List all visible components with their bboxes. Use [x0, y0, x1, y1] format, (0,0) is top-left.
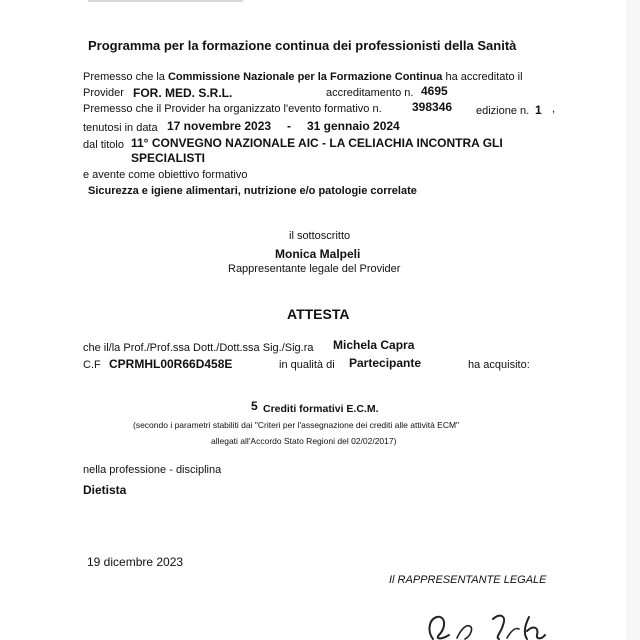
issue-date: 19 dicembre 2023 [87, 555, 184, 569]
edition-label: edizione n. [476, 105, 530, 117]
dates-label: tenutosi in data [83, 122, 158, 134]
acquired-label: ha acquisito: [468, 359, 530, 371]
edition-number: 1 [535, 103, 542, 117]
premise-text-a: Premesso che la [83, 71, 168, 83]
legal-representative-label: Il RAPPRESENTANTE LEGALE [389, 574, 547, 586]
signer-name: Monica Malpeli [275, 247, 361, 261]
cf-label: C.F [83, 359, 101, 371]
top-rule [88, 0, 243, 2]
accreditation-number: 4695 [421, 84, 448, 98]
role-value: Partecipante [349, 356, 422, 370]
date-separator: - [287, 119, 291, 133]
credits-label: Crediti formativi E.C.M. [263, 403, 379, 415]
event-title-line-1: 11° CONVEGNO NAZIONALE AIC - LA CELIACHIA INCONTRA GLI [131, 136, 503, 150]
accreditation-label: accreditamento n. [326, 87, 414, 99]
recipient-label: che il/la Prof./Prof.ssa Dott./Dott.ssa Sig./Sig.ra [83, 342, 314, 354]
credits-note-line-2: allegati all'Accordo Stato Regioni del 02/02/2017) [211, 436, 397, 446]
title-label: dal titolo [83, 139, 124, 151]
objective-value: Sicurezza e igiene alimentari, nutrizione e/o patologie correlate [88, 185, 417, 197]
signer-role: Rappresentante legale del Provider [228, 263, 401, 275]
undersigned-label: il sottoscritto [289, 230, 351, 242]
event-premise: Premesso che il Provider ha organizzato l'evento formativo n. [83, 103, 382, 115]
objective-label: e avente come obiettivo formativo [83, 169, 248, 181]
premise-line-1 [83, 72, 523, 83]
attests-heading: ATTESTA [287, 306, 350, 322]
profession-value: Dietista [83, 483, 127, 497]
document-heading: Programma per la formazione continua dei professionisti della Sanità [88, 38, 517, 53]
page-edge-shadow [626, 0, 640, 640]
provider-name: FOR. MED. S.R.L. [133, 86, 233, 100]
event-title-line-2: SPECIALISTI [131, 151, 206, 165]
credits-note-line-1: (secondo i parametri stabiliti dai "Criteri per l'assegnazione dei crediti alle attività ECM" [133, 420, 460, 430]
edition-trail: , [552, 103, 556, 115]
role-label: in qualità di [279, 359, 335, 371]
date-start: 17 novembre 2023 [167, 119, 272, 133]
premise-text-b: ha accreditato il [442, 71, 523, 83]
date-end: 31 gennaio 2024 [307, 119, 400, 133]
handwritten-signature [415, 605, 565, 640]
recipient-name: Michela Capra [333, 338, 415, 352]
cf-value: CPRMHL00R66D458E [109, 357, 233, 371]
provider-label: Provider [83, 87, 124, 99]
profession-label: nella professione - disciplina [83, 464, 222, 476]
event-number: 398346 [412, 100, 453, 114]
credits-number: 5 [251, 399, 258, 413]
commission-name: Commissione Nazionale per la Formazione Continua [167, 71, 443, 83]
